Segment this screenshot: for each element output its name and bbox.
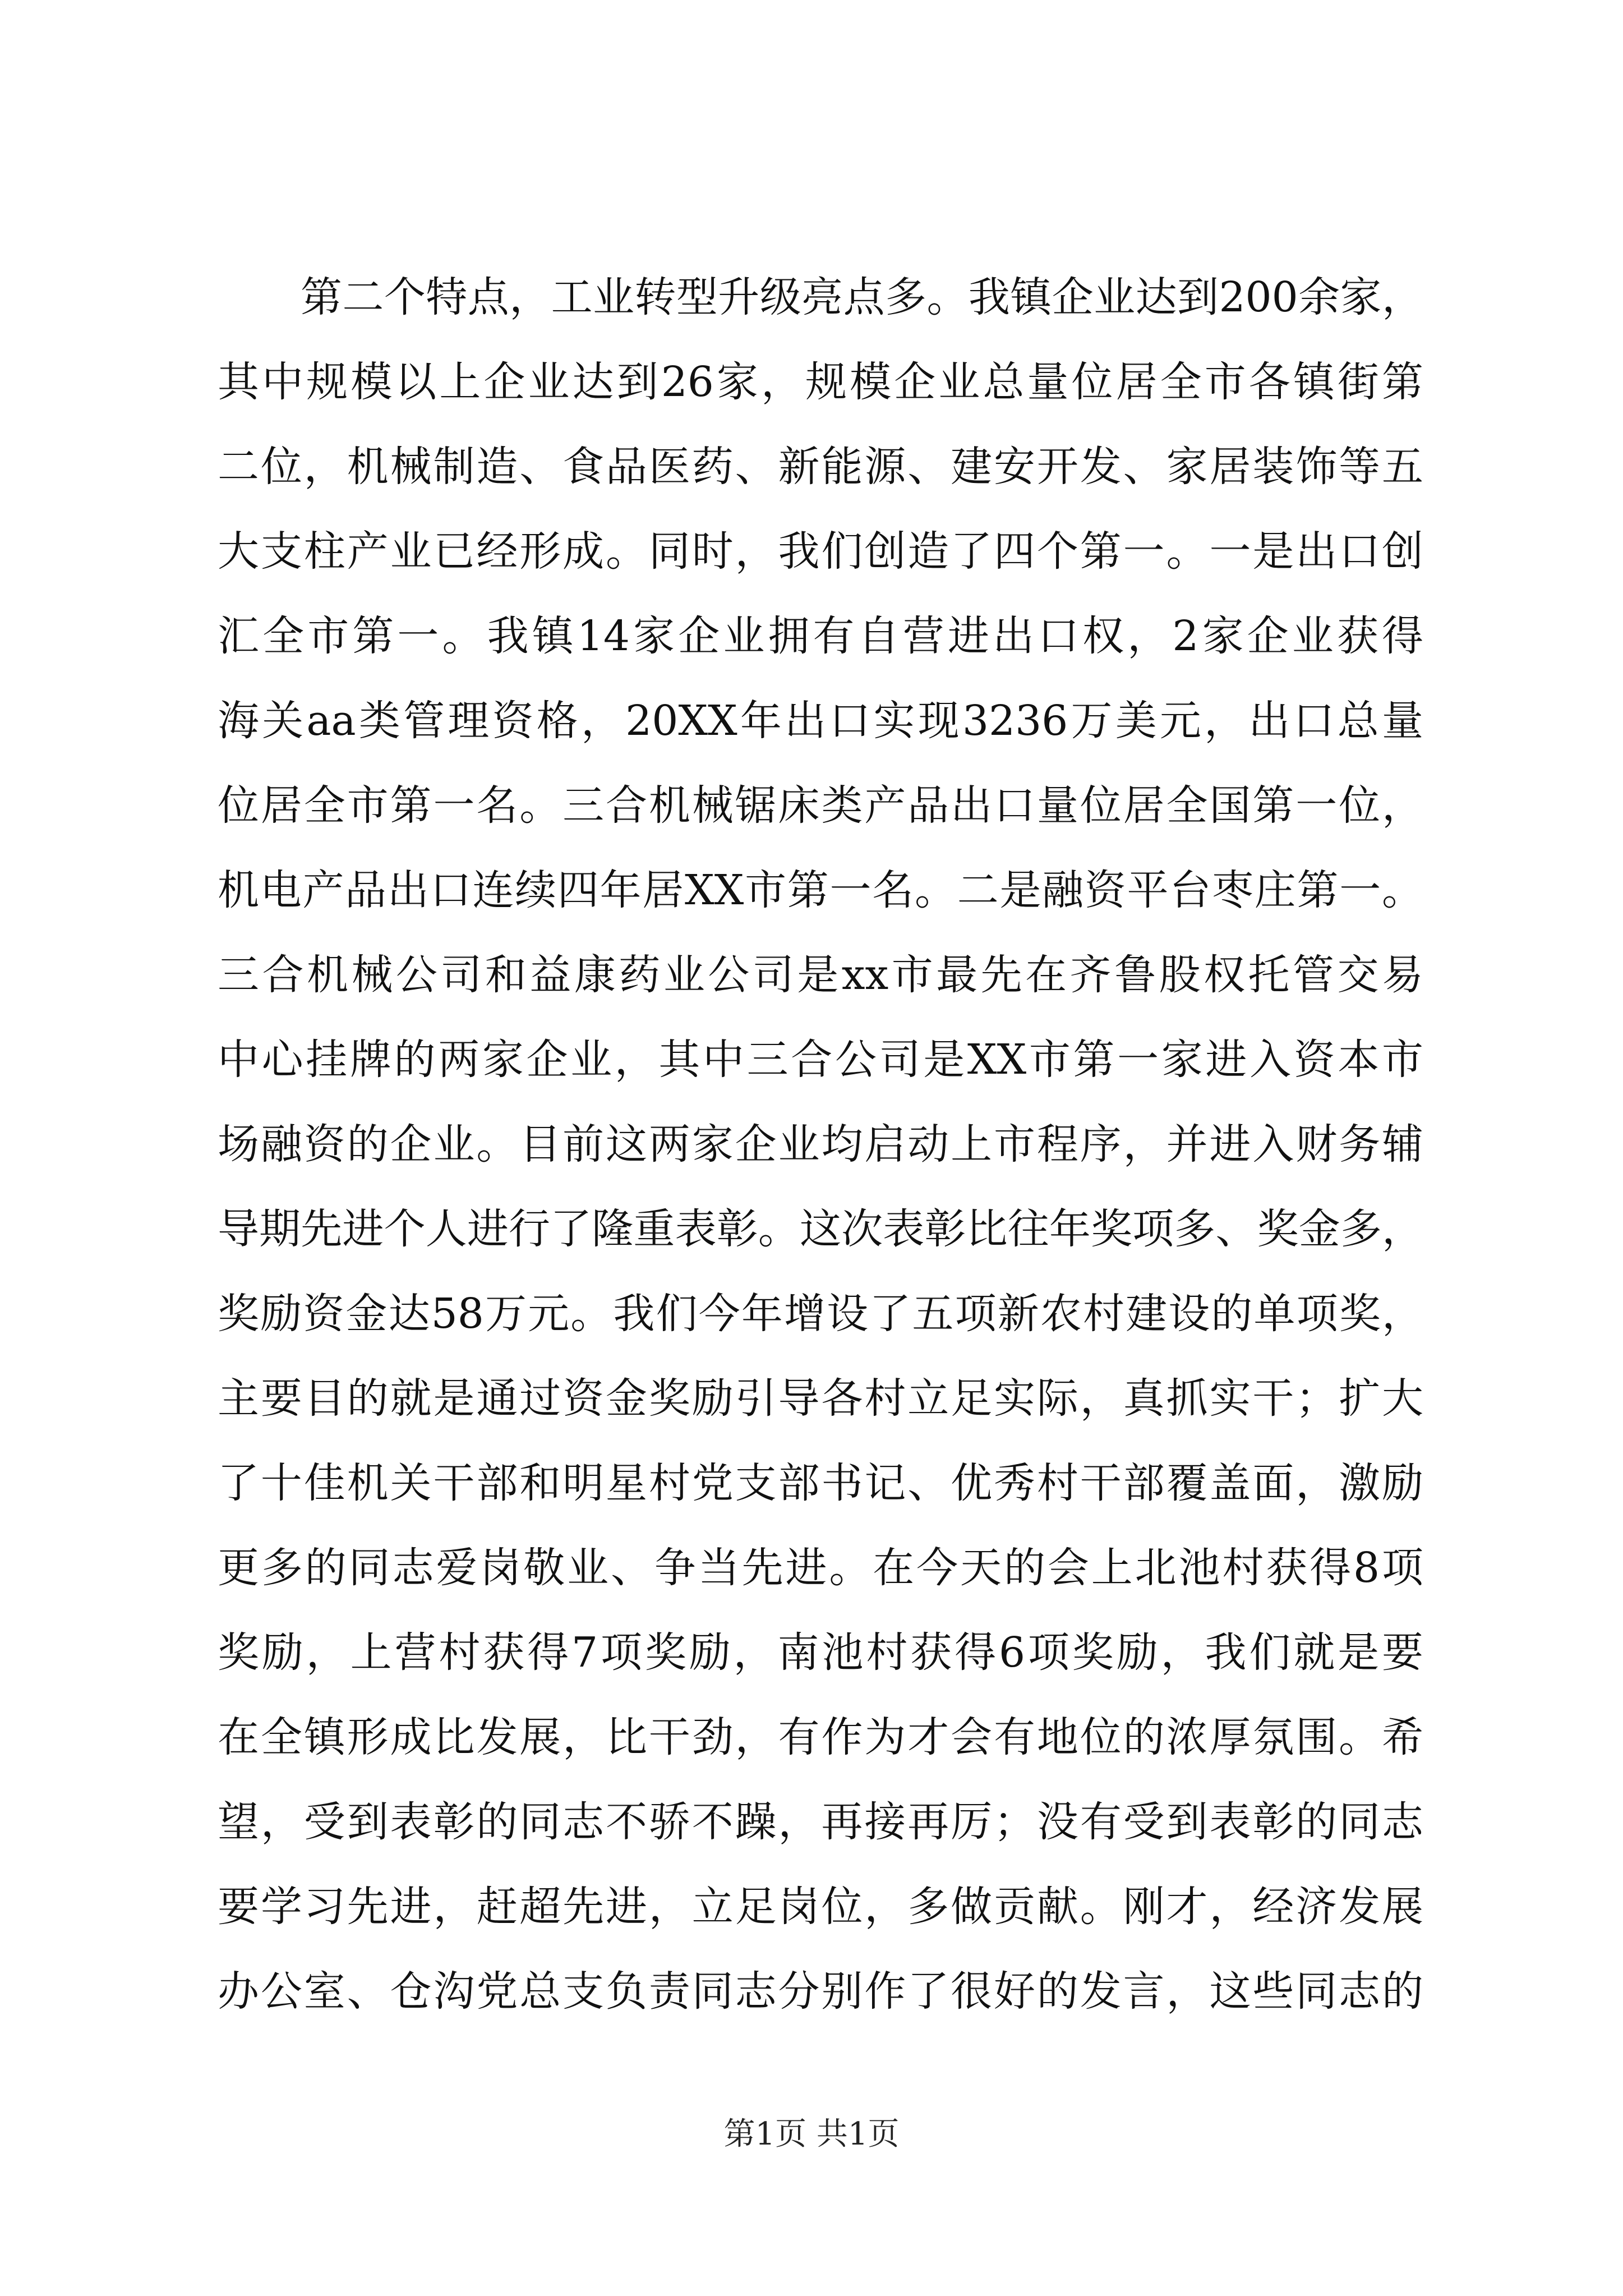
text-line: 第二个特点，工业转型升级亮点多。我镇企业达到200余家， bbox=[301, 273, 1423, 321]
text-line: 二位，机械制造、食品医药、新能源、建安开发、家居装饰等五 bbox=[218, 443, 1423, 491]
text-line: 奖励资金达58万元。我们今年增设了五项新农村建设的单项奖， bbox=[218, 1290, 1423, 1338]
page-number-label: 第1页 共1页 bbox=[723, 2116, 900, 2152]
text-line: 主要目的就是通过资金奖励引导各村立足实际，真抓实干；扩大 bbox=[218, 1374, 1423, 1423]
text-line: 更多的同志爱岗敬业、争当先进。在今天的会上北池村获得8项 bbox=[218, 1544, 1423, 1592]
text-line: 中心挂牌的两家企业，其中三合公司是XX市第一家进入资本市 bbox=[218, 1036, 1423, 1084]
text-line: 奖励，上营村获得7项奖励，南池村获得6项奖励，我们就是要 bbox=[218, 1628, 1423, 1677]
text-line: 其中规模以上企业达到26家，规模企业总量位居全市各镇街第 bbox=[218, 358, 1423, 406]
text-line: 位居全市第一名。三合机械锯床类产品出口量位居全国第一位， bbox=[218, 781, 1423, 830]
text-line: 在全镇形成比发展，比干劲，有作为才会有地位的浓厚氛围。希 bbox=[218, 1713, 1423, 1761]
text-line: 汇全市第一。我镇14家企业拥有自营进出口权，2家企业获得 bbox=[218, 612, 1423, 660]
text-line: 办公室、仓沟党总支负责同志分别作了很好的发言，这些同志的 bbox=[218, 1967, 1423, 2016]
text-line: 海关aa类管理资格，20XX年出口实现3236万美元，出口总量 bbox=[218, 697, 1423, 745]
text-line: 要学习先进，赶超先进，立足岗位，多做贡献。刚才，经济发展 bbox=[218, 1883, 1423, 1931]
text-line: 望，受到表彰的同志不骄不躁，再接再厉；没有受到表彰的同志 bbox=[218, 1798, 1423, 1846]
text-line: 三合机械公司和益康药业公司是xx市最先在齐鲁股权托管交易 bbox=[218, 951, 1423, 999]
body-paragraph bbox=[218, 255, 1423, 2034]
text-line: 大支柱产业已经形成。同时，我们创造了四个第一。一是出口创 bbox=[218, 527, 1423, 576]
text-line: 导期先进个人进行了隆重表彰。这次表彰比往年奖项多、奖金多， bbox=[218, 1205, 1423, 1253]
text-line: 了十佳机关干部和明星村党支部书记、优秀村干部覆盖面，激励 bbox=[218, 1459, 1423, 1507]
text-line: 场融资的企业。目前这两家企业均启动上市程序，并进入财务辅 bbox=[218, 1120, 1423, 1168]
page-footer bbox=[0, 2115, 1623, 2154]
text-line: 机电产品出口连续四年居XX市第一名。二是融资平台枣庄第一。 bbox=[218, 866, 1423, 914]
